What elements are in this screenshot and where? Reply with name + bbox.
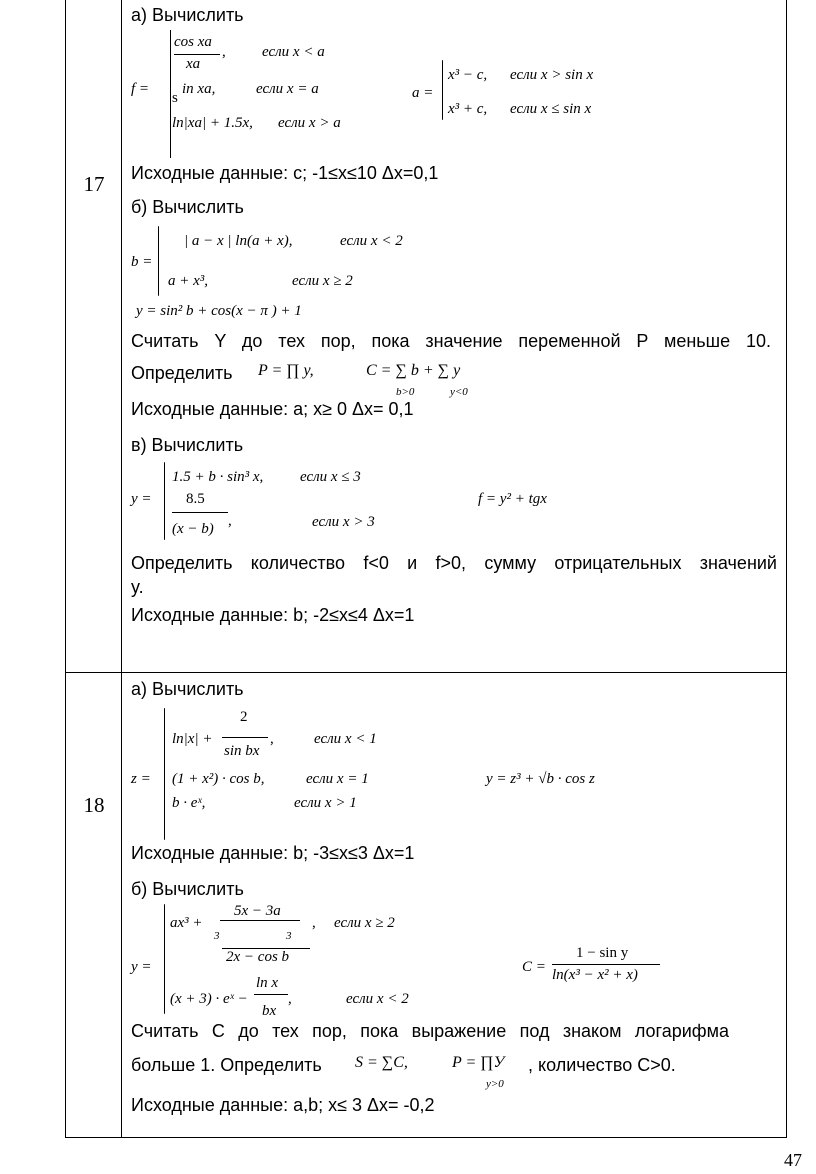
formula-label: z = <box>131 771 151 787</box>
formula: P = ∏ y, <box>258 362 314 379</box>
task-text: , количество C>0. <box>528 1055 676 1075</box>
fraction-denominator: xa <box>186 56 201 72</box>
formula: f = y² + tgx <box>478 491 547 507</box>
condition: если x > a <box>278 115 341 131</box>
separator: , <box>222 44 226 60</box>
task-text: y. <box>131 577 144 597</box>
formula: y = z³ + √b · cos z <box>486 771 595 787</box>
formula-case: ln|x| + <box>172 731 213 747</box>
piecewise-brace <box>170 30 171 158</box>
condition: если x < 2 <box>346 991 409 1007</box>
task-text: Определить количество f<0 и f>0, сумму отрицательных значений <box>131 553 777 573</box>
piecewise-brace <box>442 60 443 120</box>
table-column-divider <box>121 0 122 1138</box>
condition: если x ≥ 2 <box>292 273 353 289</box>
formula-label: y = <box>131 959 152 975</box>
small-index: 3 <box>286 930 292 942</box>
page-number: 47 <box>784 1150 802 1170</box>
condition: если x < a <box>262 44 325 60</box>
formula-case: | a − x | ln(a + x), <box>184 233 293 249</box>
condition: если x < 1 <box>314 731 377 747</box>
input-data: Исходные данные: b; -3≤x≤3 Δx=1 <box>131 843 415 863</box>
formula-case: (x + 3) · eˣ − <box>170 991 248 1007</box>
product-subscript: y>0 <box>486 1078 504 1090</box>
fraction-bar <box>220 920 300 921</box>
fraction-denominator: bx <box>262 1003 277 1019</box>
formula-case: b · eˣ, <box>172 795 206 811</box>
task-text: Определить <box>131 363 233 383</box>
small-index: 3 <box>214 930 220 942</box>
condition: если x > sin x <box>510 67 594 83</box>
fraction-denominator: ln(x³ − x² + x) <box>552 967 638 983</box>
formula-case: a + x³, <box>168 273 209 289</box>
condition: если x ≤ 3 <box>300 469 361 485</box>
fraction-bar <box>254 994 288 995</box>
separator: , <box>312 915 316 931</box>
fraction-bar <box>172 512 228 513</box>
fraction-bar <box>222 737 268 738</box>
task-text: больше 1. Определить <box>131 1055 322 1075</box>
fraction-numerator: cos xa <box>174 34 212 50</box>
condition: если x = a <box>256 81 319 97</box>
formula-label: b = <box>131 254 153 270</box>
fraction-numerator: 5x − 3a <box>234 903 281 919</box>
piecewise-brace <box>164 904 165 1014</box>
section-heading: б) Вычислить <box>131 879 244 899</box>
fraction-numerator: 8.5 <box>186 491 205 507</box>
section-heading: б) Вычислить <box>131 197 244 217</box>
sum-subscript: b>0 <box>396 386 415 398</box>
separator: , <box>288 991 292 1007</box>
fraction-numerator: 1 − sin y <box>576 945 629 961</box>
separator: , <box>270 731 274 747</box>
formula-case: x³ + c, <box>448 101 488 117</box>
condition: если x = 1 <box>306 771 369 787</box>
condition: если x ≤ sin x <box>510 101 592 117</box>
formula-label: y = <box>131 491 152 507</box>
formula-label: a = <box>412 85 434 101</box>
formula: S = ∑C, <box>355 1054 408 1071</box>
root-bar <box>222 948 310 949</box>
piecewise-brace <box>158 226 159 296</box>
task-text: Считать C до тех пор, пока выражение под знаком логарифма <box>131 1021 729 1041</box>
fraction-numerator: ln x <box>256 975 279 991</box>
formula: C = ∑ b + ∑ y <box>366 362 461 379</box>
separator: , <box>228 513 232 529</box>
formula-case: s <box>172 90 178 106</box>
formula-case: 1.5 + b · sin³ x, <box>172 469 264 485</box>
condition: если x < 2 <box>340 233 403 249</box>
condition: если x > 1 <box>294 795 357 811</box>
fraction-numerator: 2 <box>240 709 248 725</box>
formula-label: C = <box>522 959 546 975</box>
section-heading: в) Вычислить <box>131 435 244 455</box>
input-data: Исходные данные: a; x≥ 0 Δx= 0,1 <box>131 399 414 419</box>
fraction-denominator: (x − b) <box>172 521 214 537</box>
input-data: Исходные данные: b; -2≤x≤4 Δx=1 <box>131 605 415 625</box>
row-number: 17 <box>83 172 105 196</box>
formula: y = sin² b + cos(x − π ) + 1 <box>136 303 302 319</box>
formula-case: ln|xa| + 1.5x, <box>172 115 253 131</box>
formula-case: in xa, <box>182 81 216 97</box>
formula-label: f = <box>131 81 150 97</box>
row-number: 18 <box>83 793 105 817</box>
input-data: Исходные данные: a,b; x≤ 3 Δx= -0,2 <box>131 1095 435 1115</box>
piecewise-brace <box>164 462 165 540</box>
condition: если x ≥ 2 <box>334 915 395 931</box>
fraction-bar <box>552 964 660 965</box>
formula: P = ∏У <box>452 1054 505 1071</box>
section-heading: а) Вычислить <box>131 679 244 699</box>
condition: если x > 3 <box>312 514 375 530</box>
formula-case: x³ − c, <box>448 67 488 83</box>
formula-case: (1 + x²) · cos b, <box>172 771 265 787</box>
root-expression: 2x − cos b <box>226 949 290 965</box>
sum-subscript: y<0 <box>450 386 468 398</box>
piecewise-brace <box>164 708 165 840</box>
task-text: Считать Y до тех пор, пока значение переменной P меньше 10. <box>131 331 771 351</box>
input-data: Исходные данные: c; -1≤x≤10 Δx=0,1 <box>131 163 439 183</box>
fraction-denominator: sin bx <box>224 743 260 759</box>
formula-case: ax³ + <box>170 915 203 931</box>
section-heading: а) Вычислить <box>131 5 244 25</box>
table-row-divider <box>65 672 787 673</box>
